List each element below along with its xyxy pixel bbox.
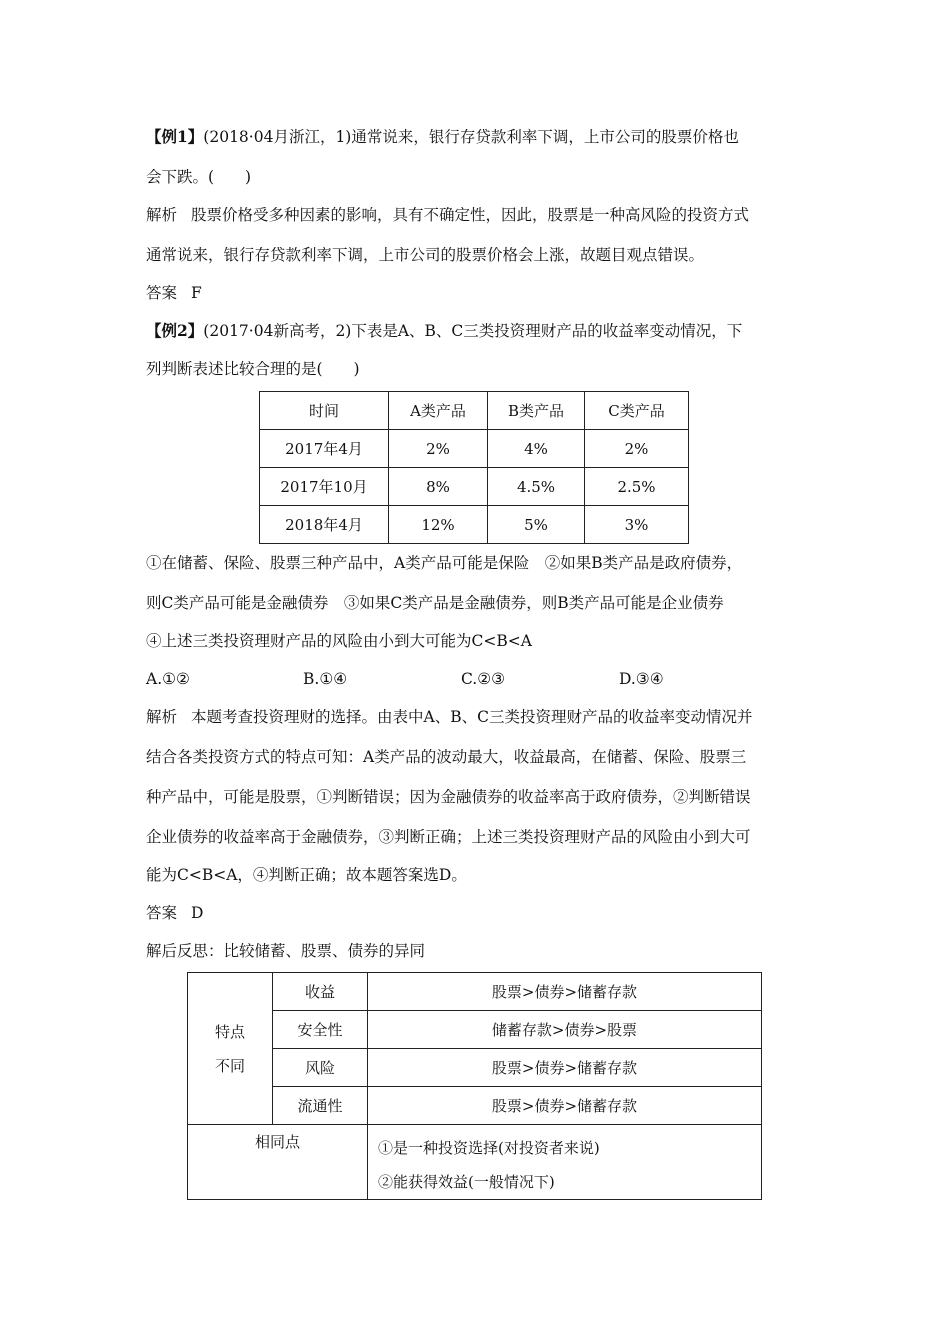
same-point-2: ②能获得效益(一般情况下) xyxy=(378,1173,555,1191)
ex2-answer xyxy=(146,903,203,923)
group-label-line1: 特点 xyxy=(214,1022,245,1041)
ex2-analysis-line1 xyxy=(146,707,752,727)
yield-header-b: B类产品 xyxy=(488,392,585,430)
table-cell: 股票>债券>储蓄存款 xyxy=(368,1087,762,1125)
table-row xyxy=(260,506,689,544)
table-cell: 安全性 xyxy=(273,1011,368,1049)
table-row xyxy=(188,1011,762,1049)
ex1-answer xyxy=(146,283,202,303)
ex2-options xyxy=(146,669,808,689)
table-cell: 8% xyxy=(389,468,488,506)
table-cell: 4% xyxy=(488,430,585,468)
ex2-answer-label: 答案 xyxy=(146,904,178,922)
ex1-tag: 【例1】 xyxy=(146,127,204,146)
ex2-analysis-line4: 企业债券的收益率高于金融债券，③判断正确；上述三类投资理财产品的风险由小到大可 xyxy=(146,828,751,846)
table-cell: 股票>债券>储蓄存款 xyxy=(368,973,762,1011)
table-row xyxy=(188,1125,762,1200)
table-cell: 2018年4月 xyxy=(260,506,389,544)
ex1-answer-value: F xyxy=(191,284,202,302)
ex1-analysis-text1: 股票价格受多种因素的影响，具有不确定性，因此，股票是一种高风险的投资方式 xyxy=(191,206,750,224)
table-cell: 风险 xyxy=(273,1049,368,1087)
table-cell: 5% xyxy=(488,506,585,544)
same-points-cell xyxy=(368,1125,762,1200)
yield-table-header xyxy=(260,392,689,430)
yield-table xyxy=(259,391,689,544)
option-d: D.③④ xyxy=(619,670,664,688)
reflection-title: 解后反思：比较储蓄、股票、债券的异同 xyxy=(146,942,426,960)
table-row xyxy=(260,430,689,468)
same-point-1: ①是一种投资选择(对投资者来说) xyxy=(378,1139,600,1157)
ex1-question-text1: (2018·04月浙江，1)通常说来，银行存贷款利率下调，上市公司的股票价格也 xyxy=(203,128,739,146)
yield-header-time: 时间 xyxy=(260,392,389,430)
ex2-question-line1 xyxy=(146,321,742,341)
ex2-analysis-line2: 结合各类投资方式的特点可知：A类产品的波动最大，收益最高，在储蓄、保险、股票三 xyxy=(146,748,747,766)
table-row xyxy=(260,468,689,506)
group-label-cell xyxy=(188,973,273,1125)
table-cell: 储蓄存款>债券>股票 xyxy=(368,1011,762,1049)
ex1-analysis-line1 xyxy=(146,205,749,225)
table-cell: 2.5% xyxy=(585,468,689,506)
table-cell: 收益 xyxy=(273,973,368,1011)
ex2-statement-line3: ④上述三类投资理财产品的风险由小到大可能为C<B<A xyxy=(146,632,532,650)
comparison-table xyxy=(187,972,762,1200)
table-row xyxy=(188,1087,762,1125)
option-c: C.②③ xyxy=(461,670,506,688)
table-cell: 2% xyxy=(389,430,488,468)
table-cell: 4.5% xyxy=(488,468,585,506)
option-b: B.①④ xyxy=(303,670,348,688)
yield-header-c: C类产品 xyxy=(585,392,689,430)
ex2-tag: 【例2】 xyxy=(146,321,204,340)
ex1-question-line1 xyxy=(146,127,739,147)
table-cell: 2% xyxy=(585,430,689,468)
ex2-analysis-text1: 本题考查投资理财的选择。由表中A、B、C三类投资理财产品的收益率变动情况并 xyxy=(191,708,753,726)
ex2-answer-value: D xyxy=(191,904,204,922)
table-cell: 流通性 xyxy=(273,1087,368,1125)
table-row xyxy=(188,973,762,1011)
option-a: A.①② xyxy=(146,670,190,688)
table-cell: 3% xyxy=(585,506,689,544)
yield-header-a: A类产品 xyxy=(389,392,488,430)
table-row xyxy=(188,1049,762,1087)
ex1-analysis-label: 解析 xyxy=(146,206,178,224)
ex1-question-line2: 会下跌。( ) xyxy=(146,168,252,186)
ex1-answer-label: 答案 xyxy=(146,284,178,302)
table-cell: 2017年10月 xyxy=(260,468,389,506)
ex2-analysis-label: 解析 xyxy=(146,708,178,726)
ex2-statement-line1: ①在储蓄、保险、股票三种产品中，A类产品可能是保险 ②如果B类产品是政府债券， xyxy=(146,554,743,572)
same-label-cell: 相同点 xyxy=(188,1125,368,1200)
ex1-analysis-line2: 通常说来，银行存贷款利率下调，上市公司的股票价格会上涨，故题目观点错误。 xyxy=(146,246,705,264)
ex2-analysis-line5: 能为C<B<A，④判断正确；故本题答案选D。 xyxy=(146,866,467,884)
table-cell: 股票>债券>储蓄存款 xyxy=(368,1049,762,1087)
table-cell: 12% xyxy=(389,506,488,544)
ex2-question-text1: (2017·04新高考，2)下表是A、B、C三类投资理财产品的收益率变动情况，下 xyxy=(203,322,743,340)
group-label-line2: 不同 xyxy=(214,1056,245,1075)
ex2-statement-line2: 则C类产品可能是金融债券 ③如果C类产品是金融债券，则B类产品可能是企业债券 xyxy=(146,594,724,612)
table-cell: 2017年4月 xyxy=(260,430,389,468)
ex2-analysis-line3: 种产品中，可能是股票，①判断错误；因为金融债券的收益率高于政府债券，②判断错误 xyxy=(146,788,751,806)
ex2-question-line2: 列判断表述比较合理的是( ) xyxy=(146,360,360,378)
